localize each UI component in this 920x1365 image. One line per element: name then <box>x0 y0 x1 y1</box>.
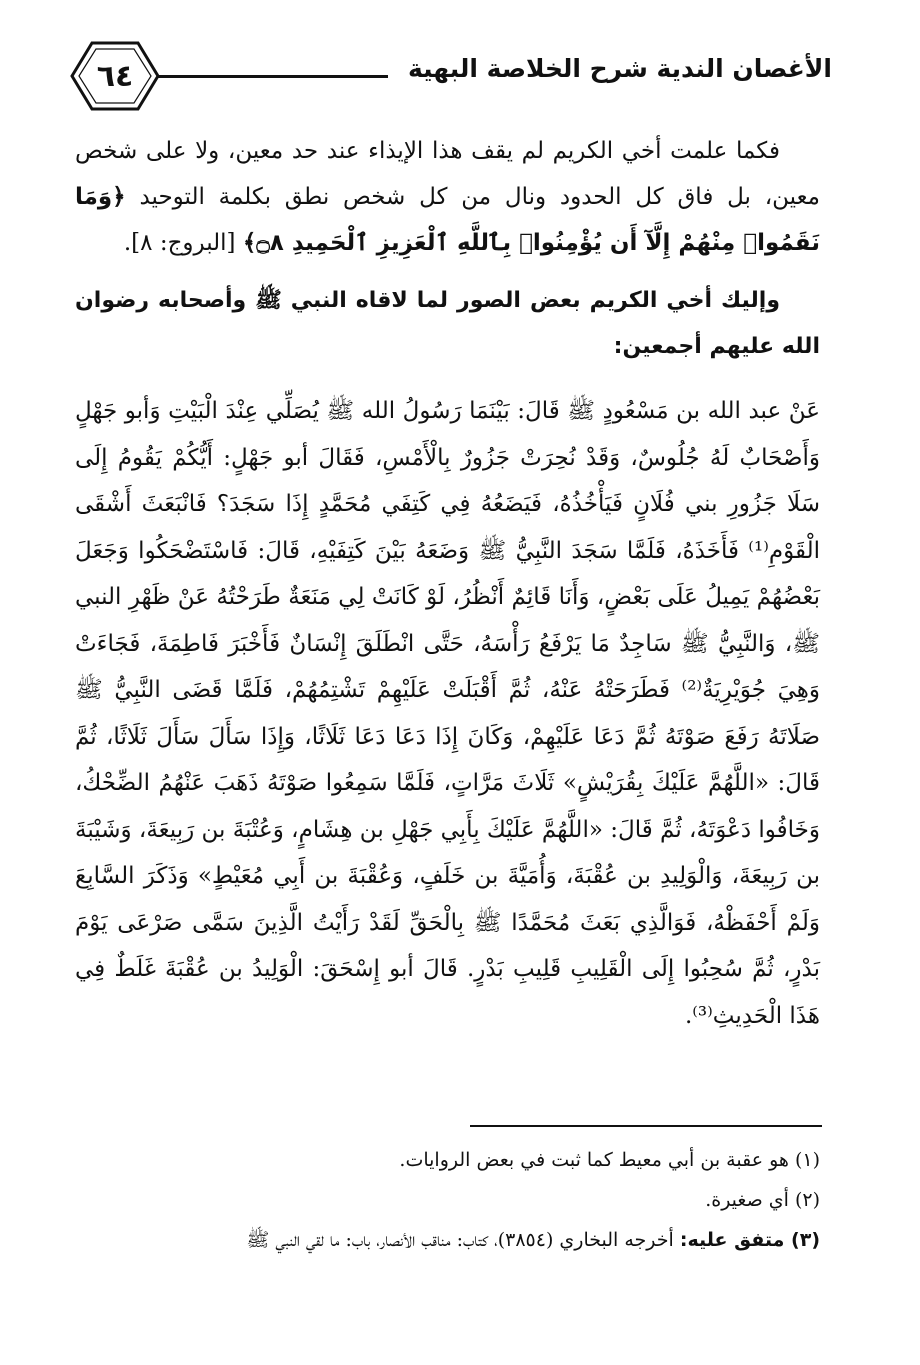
page-header <box>70 40 840 122</box>
transition-paragraph: وإليك أخي الكريم بعض الصور لما لاقاه النبي ﷺ وأصحابه رضوان الله عليهم أجمعين: <box>75 288 820 359</box>
footnote-2: (٢) أي صغيرة. <box>705 1189 820 1211</box>
page-number: ٦٤ <box>96 58 134 94</box>
header-rule <box>158 75 388 78</box>
footnote-1: (١) هو عقبة بن أبي معيط كما ثبت في بعض الروايات. <box>399 1149 820 1171</box>
main-text <box>75 128 820 1039</box>
intro-paragraph <box>75 128 820 266</box>
footnote-3 <box>75 1220 820 1260</box>
quran-verse: ﴿وَمَا نَقَمُوا۟ مِنْهُمْ إِلَّآ أَن يُؤْمِنُوا۟ بِٱللَّهِ ٱلْعَزِيزِ ٱلْحَمِيدِ ۝٨﴾ <box>75 184 820 256</box>
hadith-text: عَنْ عبد الله بن مَسْعُودٍ ﷺ قَالَ: بَيْنَمَا رَسُولُ الله ﷺ يُصَلِّي عِنْدَ الْبَيْتِ وَأبو جَهْلٍ وَأَصْحَابٌ لَهُ جُلُوسٌ، وَقَدْ نُحِرَتْ جَزُورٌ بِالْأَمْسِ، فَقَالَ أبو جَهْلٍ: أَيُّكُمْ يَقُومُ إِلَى سَلَا جَزُورِ بني فُلَانٍ فَيَأْخُذُهُ، فَيَضَعُهُ فِي كَتِفَي مُحَمَّدٍ إِذَا سَجَدَ؟ فَانْبَعَثَ أَشْقَى الْقَوْمِ⁽¹⁾ فَأَخَذَهُ، فَلَمَّا سَجَدَ النَّبِيُّ ﷺ وَضَعَهُ بَيْنَ كَتِفَيْهِ، قَالَ: فَاسْتَضْحَكُوا وَجَعَلَ بَعْضُهُمْ يَمِيلُ عَلَى بَعْضٍ، وَأَنَا قَائِمٌ أَنْظُرُ، لَوْ كَانَتْ لِي مَنَعَةٌ طَرَحْتُهُ عَنْ ظَهْرِ النبي ﷺ، وَالنَّبِيُّ ﷺ سَاجِدٌ مَا يَرْفَعُ رَأْسَهُ، حَتَّى انْطَلَقَ إِنْسَانٌ فَأَخْبَرَ فَاطِمَةَ، فَجَاءَتْ وَهِيَ جُوَيْرِيَةٌ⁽²⁾ فَطَرَحَتْهُ عَنْهُ، ثُمَّ أَقْبَلَتْ عَلَيْهِمْ تَشْتِمُهُمْ، فَلَمَّا قَضَى النَّبِيُّ ﷺ صَلَاتَهُ رَفَعَ صَوْتَهُ ثُمَّ دَعَا عَلَيْهِمْ، وَكَانَ إِذَا دَعَا دَعَا ثَلَاثًا، وَإِذَا سَأَلَ سَأَلَ ثَلَاثًا، ثُمَّ قَالَ: «اللَّهُمَّ عَلَيْكَ بِقُرَيْشٍ» ثَلَاثَ مَرَّاتٍ، فَلَمَّا سَمِعُوا صَوْتَهُ ذَهَبَ عَنْهُمُ الضِّحْكُ، وَخَافُوا دَعْوَتَهُ، ثُمَّ قَالَ: «اللَّهُمَّ عَلَيْكَ بِأَبِي جَهْلِ بن هِشَامٍ، وَعُتْبَةَ بن رَبِيعَةَ، وَشَيْبَةَ بن رَبِيعَةَ، وَالْوَلِيدِ بن عُقْبَةَ، وَأُمَيَّةَ بن خَلَفٍ، وَعُقْبَةَ بن أَبِي مُعَيْطٍ» وَذَكَرَ السَّابِعَ وَلَمْ أَحْفَظْهُ، فَوَالَّذِي بَعَثَ مُحَمَّدًا ﷺ بِالْحَقِّ لَقَدْ رَأَيْتُ الَّذِينَ سَمَّى صَرْعَى يَوْمَ بَدْرٍ، ثُمَّ سُحِبُوا إِلَى الْقَلِيبِ قَلِيبِ بَدْرٍ. قَالَ أبو إِسْحَقَ: الْوَلِيدُ بن عُقْبَةَ غَلَطٌ فِي هَذَا الْحَدِيثِ⁽³⁾. <box>75 398 820 1029</box>
footnote-3-label: (٣) متفق عليه: <box>679 1229 820 1251</box>
footnote-3-text: أخرجه البخاري (٣٨٥٤)، كتاب: مناقب الأنصار، باب: ما لقي النبي ﷺ <box>246 1229 680 1251</box>
intro-text: فكما علمت أخي الكريم لم يقف هذا الإيذاء عند حد معين، ولا على شخص معين، بل فاق كل الحدود ونال من كل شخص نطق بكلمة التوحيد <box>75 138 820 210</box>
footnotes <box>75 1140 820 1260</box>
running-title: الأغصان الندية شرح الخلاصة البهية <box>407 54 832 83</box>
quran-reference: [البروج: ٨]. <box>123 230 236 256</box>
page-number-badge <box>70 40 160 112</box>
footnote-divider <box>470 1125 822 1127</box>
